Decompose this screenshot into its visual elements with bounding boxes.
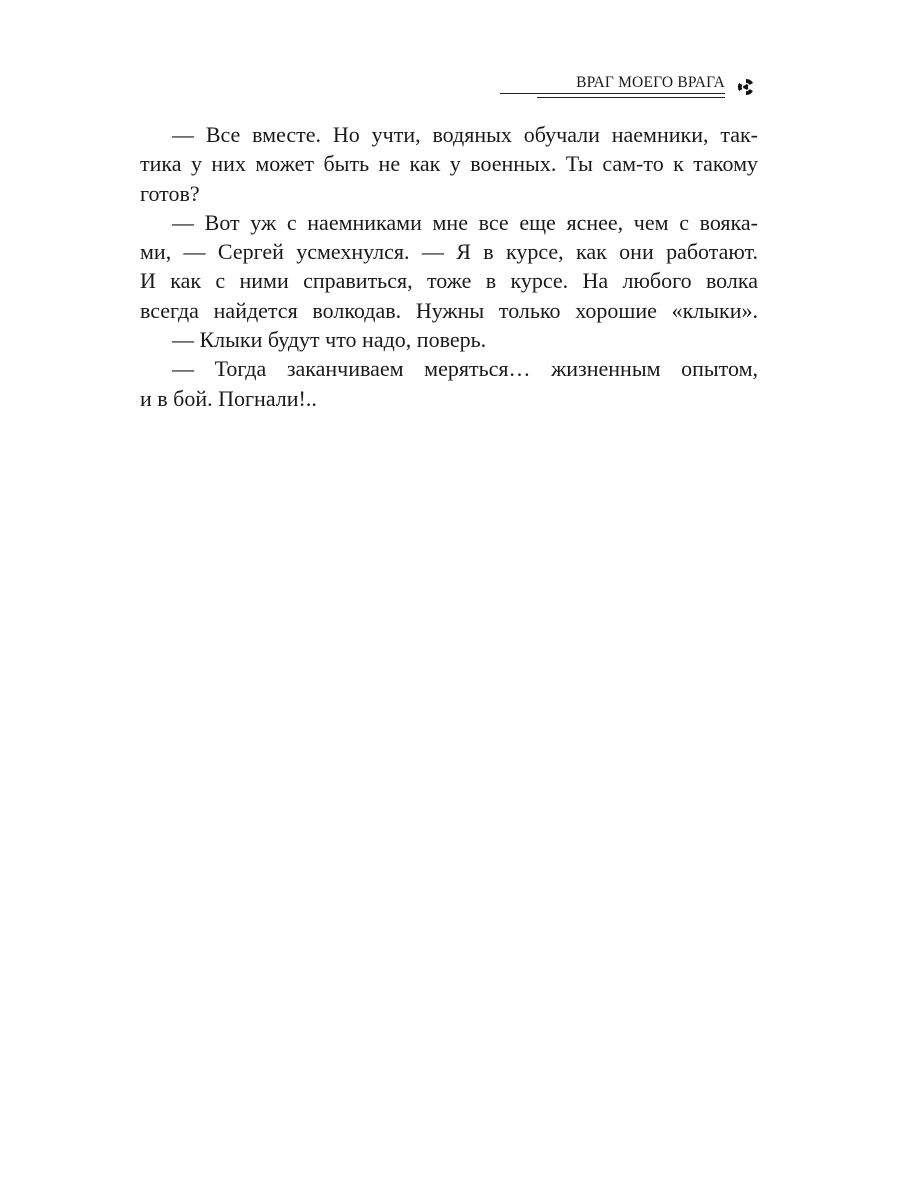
- text-line: тика у них может быть не как у военных. Ты сам-то к такому: [140, 151, 758, 177]
- text-line: всегда найдется волкодав. Нужны только хорошие «клыки».: [140, 297, 758, 323]
- text-line: И как с ними справиться, тоже в курсе. На любого волка: [140, 268, 758, 294]
- text-line: — Клыки будут что надо, поверь.: [172, 327, 487, 353]
- body-text: [140, 120, 758, 413]
- running-header: [490, 72, 765, 104]
- running-title: ВРАГ МОЕГО ВРАГА: [576, 74, 725, 91]
- text-line: ми, — Сергей усмехнулся. — Я в курсе, как они работают.: [140, 239, 758, 265]
- text-line: и в бой. Погнали!..: [140, 385, 317, 411]
- text-line: — Тогда заканчиваем меряться… жизненным опытом,: [172, 356, 758, 382]
- text-line: — Вот уж с наемниками мне все еще яснее, чем с вояка-: [172, 209, 758, 235]
- header-rule: [537, 97, 725, 98]
- text-line: готов?: [140, 180, 200, 206]
- radiation-icon: [732, 72, 760, 100]
- text-line: — Все вместе. Но учти, водяных обучали наемники, так-: [172, 122, 758, 147]
- header-rule: [500, 93, 725, 94]
